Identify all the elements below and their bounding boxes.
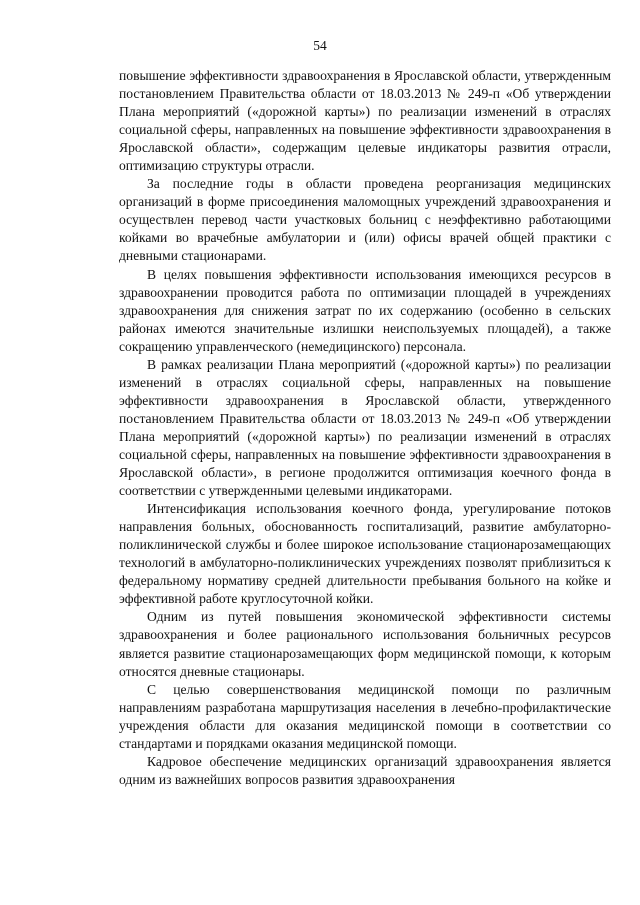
paragraph-staffing: Кадровое обеспечение медицинских организаций здравоохранения является одним из важнейших вопросов развития здравоохранения xyxy=(119,753,611,787)
paragraph-reorganization: За последние годы в области проведена реорганизация медицинских организаций в форме присоединения маломощных учреждений здравоохранения и осуществлен перевод части участковых больниц с неэффективно работающими койками во врачебные амбулатории и (или) офисы врачей общей практики с дневными стационарами. xyxy=(119,176,611,264)
paragraph-continuation: повышение эффективности здравоохранения в Ярославской области, утвержденным постановлением Правительства области от 18.03.2013 № 249-п «Об утверждении Плана мероприятий («дорожной карты») по реализации изменений в отраслях социальной сферы, направленных на повышение эффективности здравоохранения в Ярославской области», содержащим целевые индикаторы развития отрасли, оптимизацию структуры отрасли. xyxy=(119,68,611,174)
body-text xyxy=(119,67,611,789)
paragraph-bed-intensification: Интенсификация использования коечного фонда, урегулирование потоков направления больных, обоснованность госпитализаций, развитие амбулаторно-поликлинической службы и более широкое использование стационарозамещающих технологий в амбулаторно-поликлинических учреждениях позволят приблизиться к федеральному нормативу средней длительности пребывания больного на койке и эффективной работе круглосуточной койки. xyxy=(119,501,611,607)
paragraph-day-hospitals: Одним из путей повышения экономической эффективности системы здравоохранения и более рационального использования больничных ресурсов является развитие стационарозамещающих форм медицинской помощи, к которым относятся дневные стационары. xyxy=(119,609,611,679)
paragraph-roadmap: В рамках реализации Плана мероприятий («дорожной карты») по реализации изменений в отраслях социальной сферы, направленных на повышение эффективности здравоохранения в Ярославской области, утвержденного постановлением Правительства области от 18.03.2013 № 249-п «Об утверждении Плана мероприятий («дорожной карты») по реализации изменений в отраслях социальной сферы, направленных на повышение эффективности здравоохранения в Ярославской области», в регионе продолжится оптимизация коечного фонда в соответствии с утвержденными целевыми индикаторами. xyxy=(119,356,611,499)
paragraph-routing: С целью совершенствования медицинской помощи по различным направлениям разработана маршрутизация населения в лечебно-профилактические учреждения области для оказания медицинской помощи в соответствии со стандартами и порядками оказания медицинской помощи. xyxy=(119,681,611,751)
page-number: 54 xyxy=(313,38,327,53)
paragraph-resource-efficiency: В целях повышения эффективности использования имеющихся ресурсов в здравоохранении проводится работа по оптимизации площадей в учреждениях здравоохранения для снижения затрат по их содержанию (особенно в сельских районах имеются значительные излишки неиспользуемых площадей), а также сокращению управленческого (немедицинского) персонала. xyxy=(119,266,611,354)
